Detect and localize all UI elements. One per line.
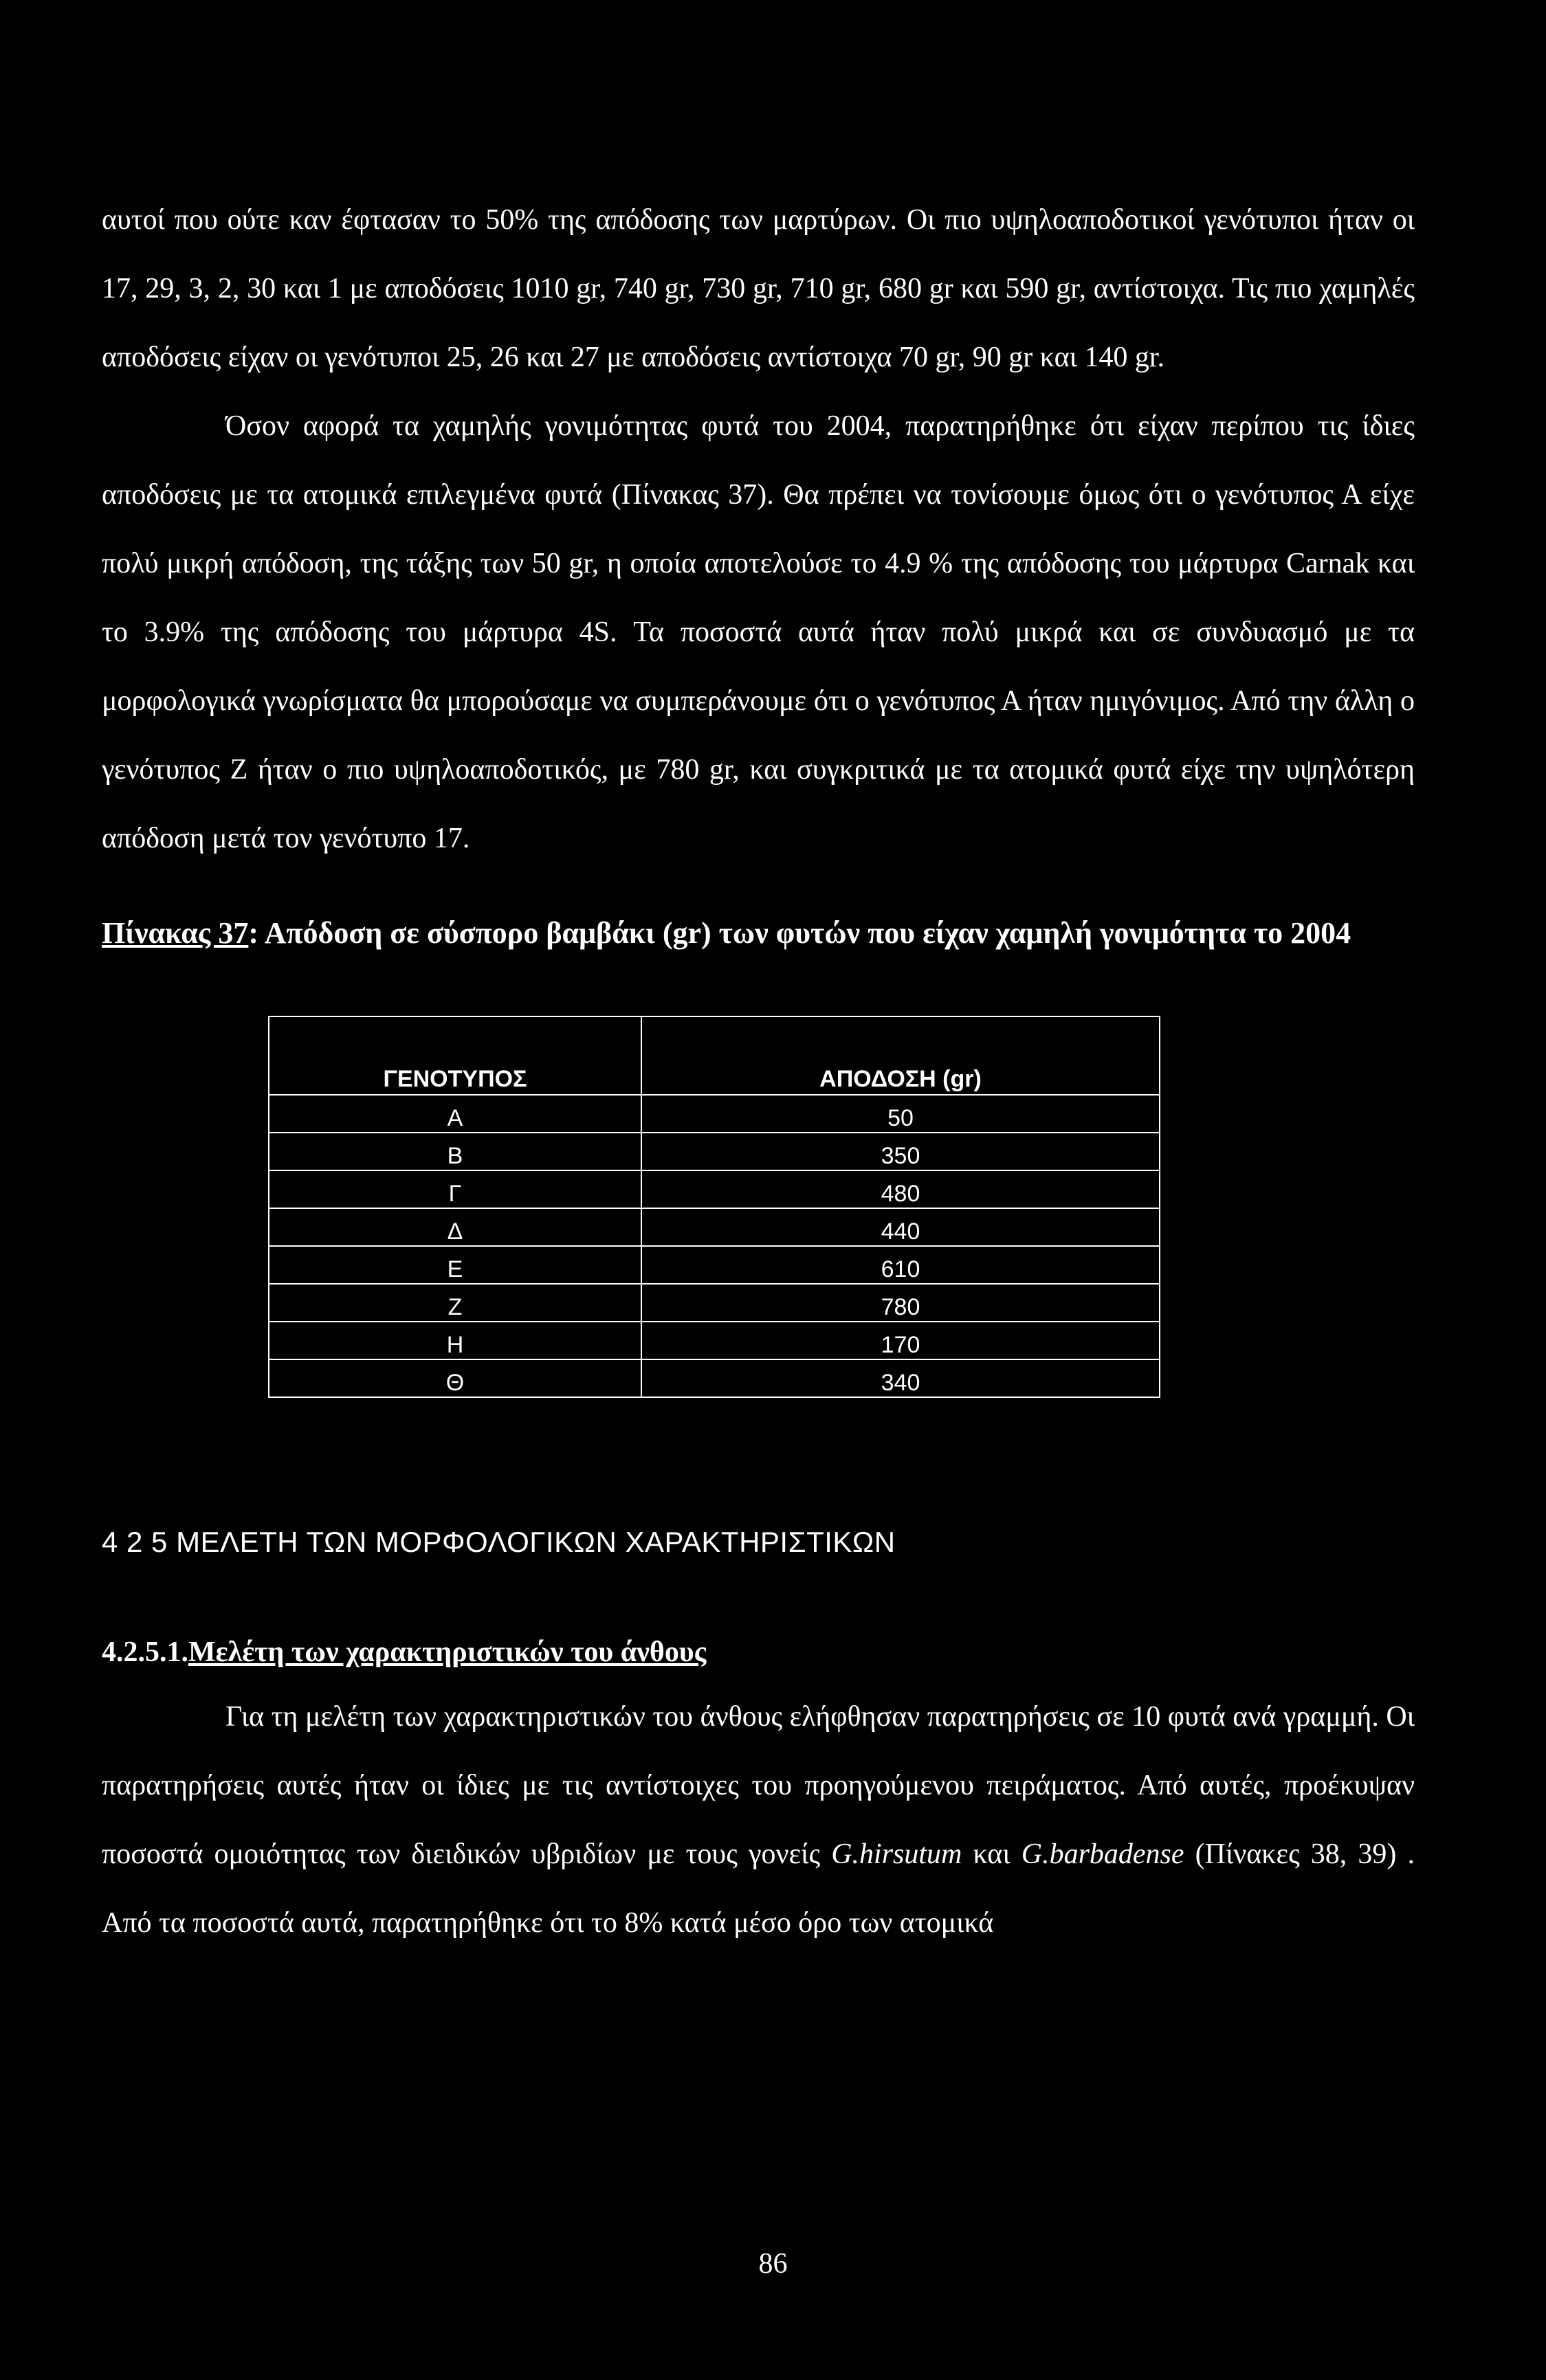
table-row: [269, 1246, 1160, 1284]
cell-yield: 350: [641, 1133, 1160, 1170]
table-row: [269, 1095, 1160, 1133]
cell-yield: 340: [641, 1359, 1160, 1397]
table-header-row: [269, 1016, 1160, 1095]
paragraph-3-start: Για τη μελέτη των χαρακτηριστικών του άνθους ελήφθησαν παρατηρήσεις σε 10 φυτά ανά γραμμή. Οι παρατηρήσεις αυτές ήταν οι ίδιες με τις αντίστοιχες του προηγούμενου πειράματος. Από αυτές, προέκυψαν ποσοστά ομοιότητας των διειδικών υβριδίων με τους γονείς: [102, 1701, 1415, 1870]
page-number: 86: [758, 2248, 788, 2280]
cell-genotype: Ε: [269, 1246, 641, 1284]
table-row: [269, 1359, 1160, 1397]
connector-text: και: [962, 1838, 1022, 1870]
cell-genotype: Β: [269, 1133, 641, 1170]
table-row: [269, 1133, 1160, 1170]
cell-yield: 610: [641, 1246, 1160, 1284]
subsection-heading: [102, 1632, 1415, 1673]
document-page: [102, 186, 1415, 1957]
table-row: [269, 1170, 1160, 1208]
cell-yield: 780: [641, 1284, 1160, 1322]
paragraph-3-end: (Πίνακες 38, 39) . Από τα ποσοστά αυτά, παρατηρήθηκε ότι το 8% κατά μέσο όρο των ατομικά: [102, 1838, 1415, 1939]
cell-genotype: Δ: [269, 1208, 641, 1246]
species-name-barbadense: G.barbadense: [1021, 1838, 1184, 1870]
body-paragraph-2: Όσον αφορά τα χαμηλής γονιμότητας φυτά του 2004, παρατηρήθηκε ότι είχαν περίπου τις ίδιες αποδόσεις με τα ατομικά επιλεγμένα φυτά (Πίνακας 37). Θα πρέπει να τονίσουμε όμως ότι ο γενότυπος Α είχε πολύ μικρή απόδοση, της τάξης των 50 gr, η οποία αποτελούσε το 4.9 % της απόδοσης του μάρτυρα Carnak και το 3.9% της απόδοσης του μάρτυρα 4S. Τα ποσοστά αυτά ήταν πολύ μικρά και σε συνδυασμό με τα μορφολογικά γνωρίσματα θα μπορούσαμε να συμπεράνουμε ότι ο γενότυπος Α ήταν ημιγόνιμος. Από την άλλη ο γενότυπος Ζ ήταν ο πιο υψηλοαποδοτικός, με 780 gr, και συγκριτικά με τα ατομικά φυτά είχε την υψηλότερη απόδοση μετά τον γενότυπο 17.: [102, 410, 1415, 854]
cell-yield: 170: [641, 1322, 1160, 1359]
cell-yield: 480: [641, 1170, 1160, 1208]
subsection-title: Μελέτη των χαρακτηριστικών του άνθους: [188, 1636, 707, 1668]
yield-table: [268, 1016, 1160, 1398]
body-paragraph-3: [102, 1682, 1415, 1957]
section-heading: 4 2 5 ΜΕΛΕΤΗ ΤΩΝ ΜΟΡΦΟΛΟΓΙΚΩΝ ΧΑΡΑΚΤΗΡΙΣΤΙΚΩΝ: [102, 1526, 896, 1558]
table-caption: [102, 899, 1415, 968]
header-genotype: ΓΕΝΟΤΥΠΟΣ: [269, 1016, 641, 1095]
species-name-hirsutum: G.hirsutum: [831, 1838, 962, 1870]
cell-genotype: Θ: [269, 1359, 641, 1397]
cell-genotype: Ζ: [269, 1284, 641, 1322]
table-row: [269, 1208, 1160, 1246]
yield-table-container: [268, 1016, 1160, 1398]
table-row: [269, 1322, 1160, 1359]
table-caption-label: Πίνακας 37: [102, 916, 249, 950]
cell-genotype: Η: [269, 1322, 641, 1359]
table-caption-text: : Απόδοση σε σύσπορο βαμβάκι (gr) των φυτών που είχαν χαμηλή γονιμότητα το 2004: [248, 916, 1351, 950]
cell-yield: 50: [641, 1095, 1160, 1133]
cell-genotype: Γ: [269, 1170, 641, 1208]
header-yield: ΑΠΟΔΟΣΗ (gr): [641, 1016, 1160, 1095]
table-row: [269, 1284, 1160, 1322]
cell-yield: 440: [641, 1208, 1160, 1246]
subsection-number: 4.2.5.1.: [102, 1636, 188, 1668]
cell-genotype: Α: [269, 1095, 641, 1133]
body-paragraph-1: αυτοί που ούτε καν έφτασαν το 50% της απόδοσης των μαρτύρων. Οι πιο υψηλοαποδοτικοί γενότυποι ήταν οι 17, 29, 3, 2, 30 και 1 με αποδόσεις 1010 gr, 740 gr, 730 gr, 710 gr, 680 gr και 590 gr, αντίστοιχα. Τις πιο χαμηλές αποδόσεις είχαν οι γενότυποι 25, 26 και 27 με αποδόσεις αντίστοιχα 70 gr, 90 gr και 140 gr.: [102, 204, 1415, 373]
